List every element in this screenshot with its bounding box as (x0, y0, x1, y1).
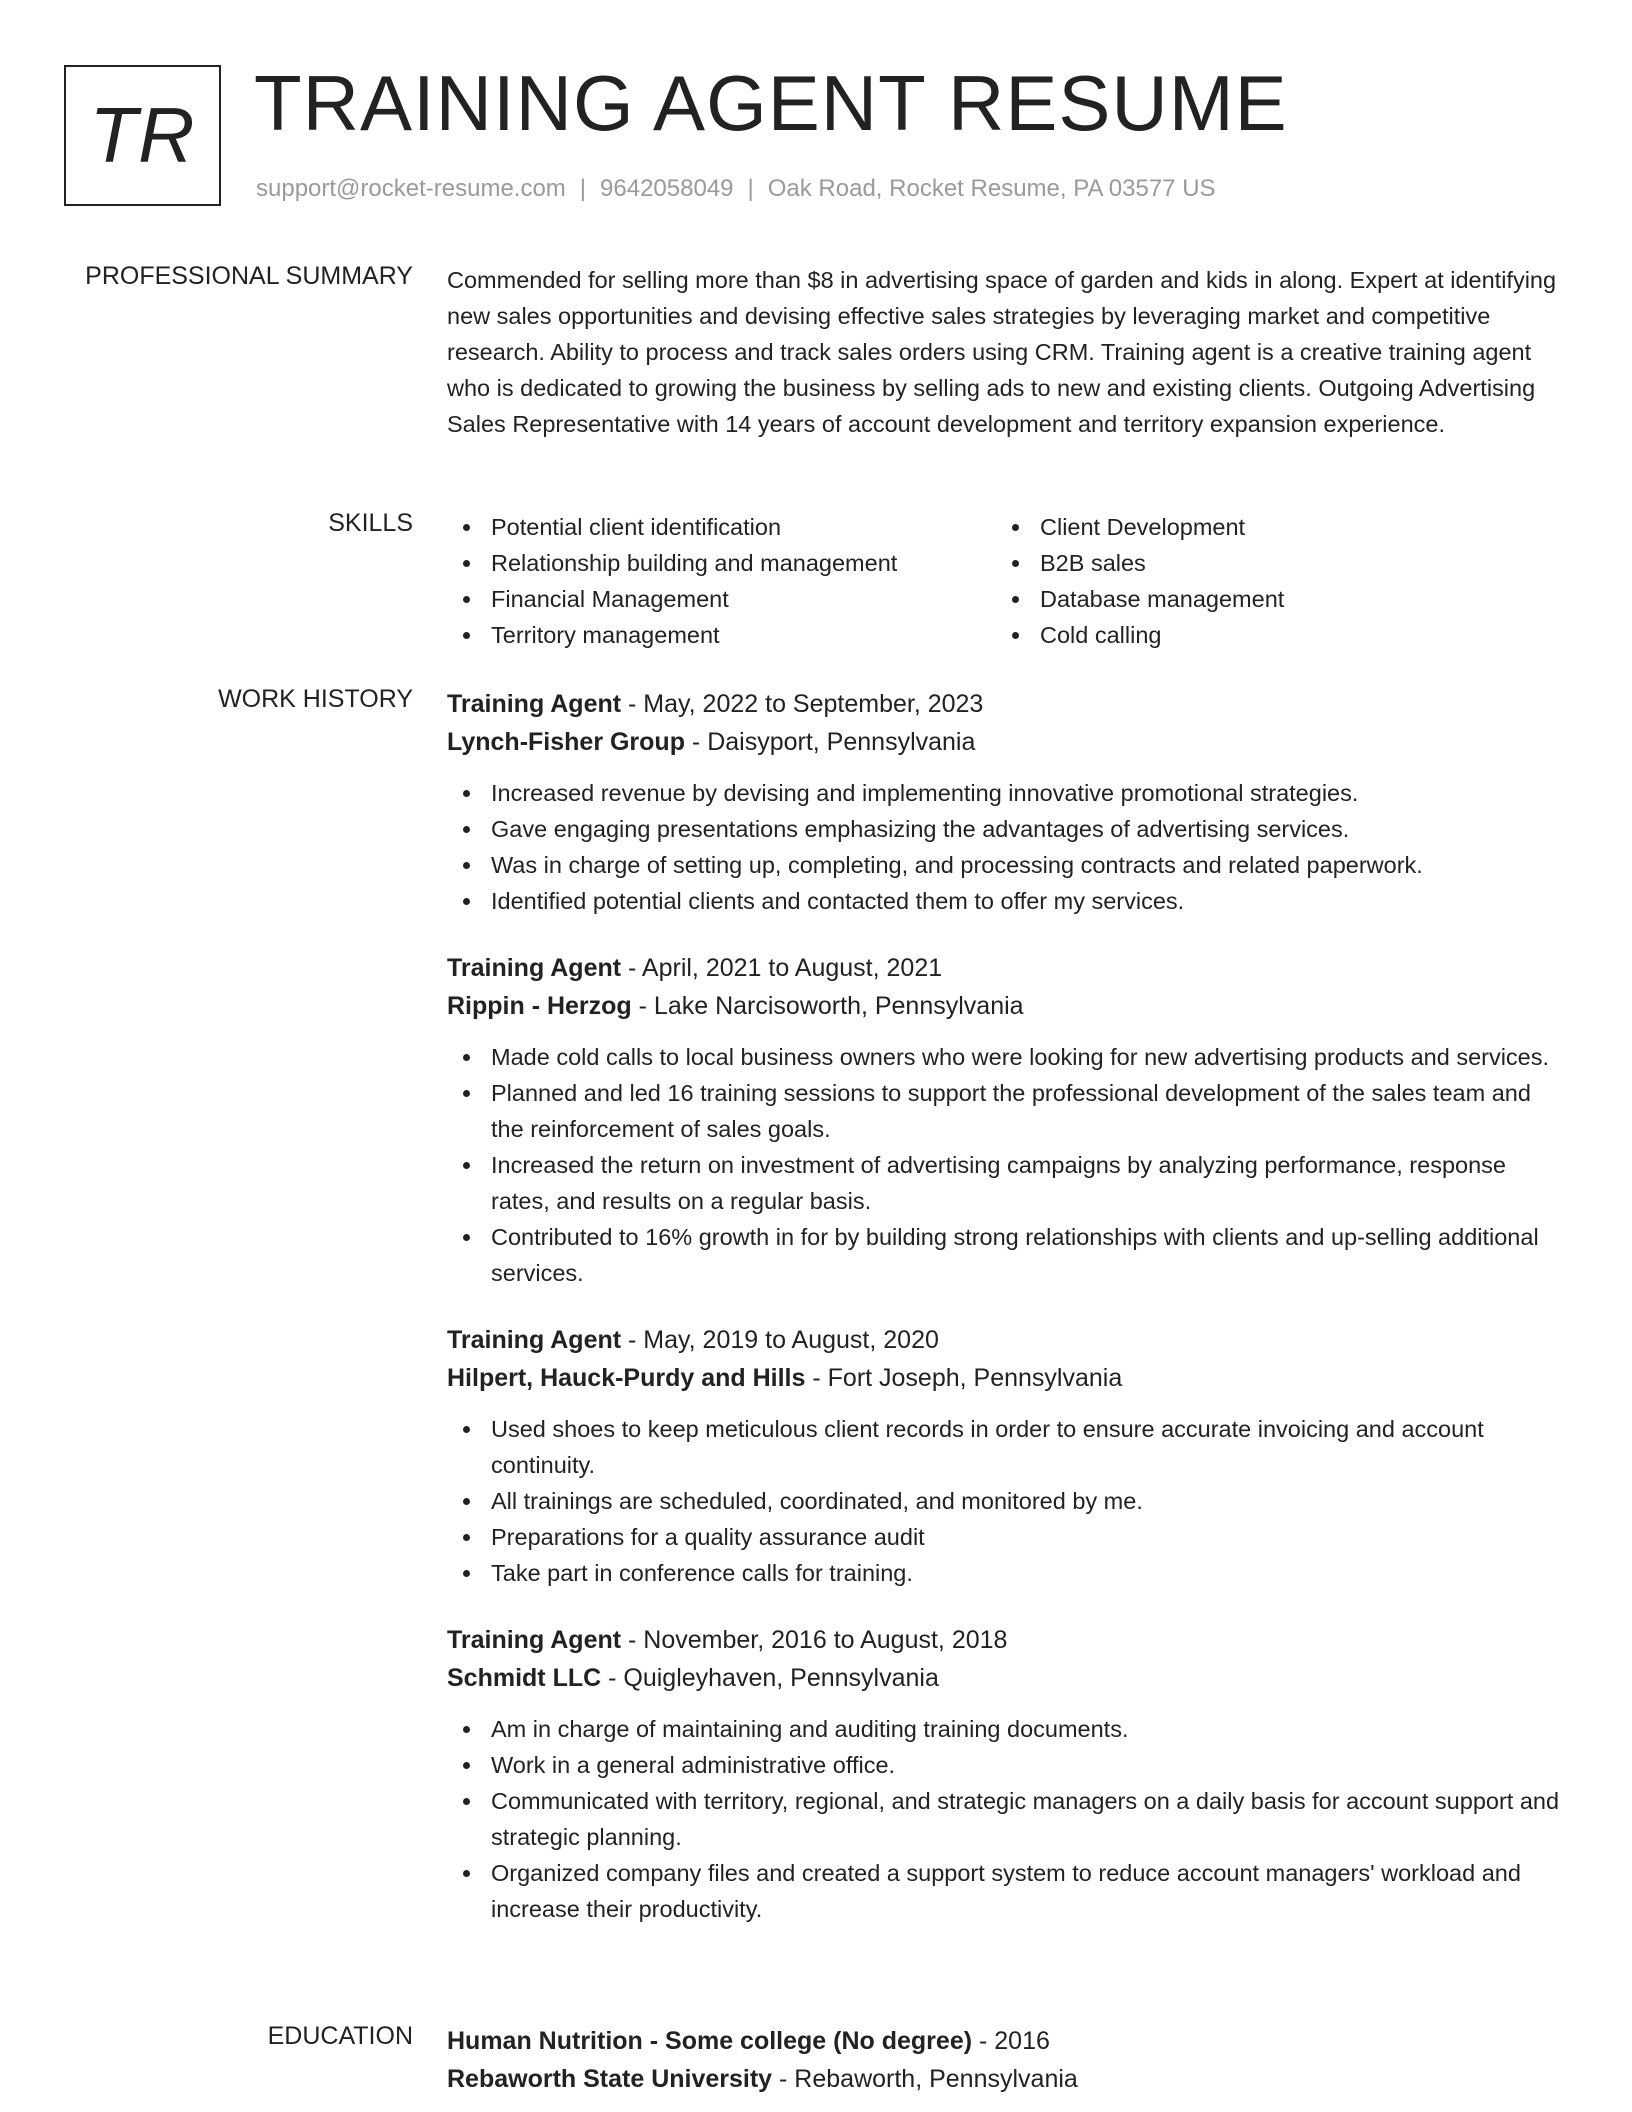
job-bullet: Increased the return on investment of advertising campaigns by analyzing performance, response rates, and results on a regular basis. (447, 1147, 1567, 1219)
job-company: Lynch-Fisher Group (447, 728, 685, 756)
job-bullet: Contributed to 16% growth in for by building strong relationships with clients and up-selling additional services. (447, 1219, 1567, 1291)
job-bullet: Planned and led 16 training sessions to support the professional development of the sales team and the reinforcement of sales goals. (447, 1075, 1567, 1147)
contact-email: support@rocket-resume.com (256, 175, 566, 202)
job-dates: - May, 2022 to September, 2023 (621, 690, 984, 718)
job-title-line (447, 685, 1567, 723)
skills-columns (447, 509, 1567, 653)
education-year: - 2016 (972, 2027, 1050, 2055)
section-label-skills: SKILLS (328, 509, 413, 537)
job-title: Training Agent (447, 1626, 622, 1654)
job-company-line (447, 1659, 1567, 1697)
contact-separator: | (579, 175, 587, 202)
skill-item: Cold calling (996, 617, 1545, 653)
job-bullet: Increased revenue by devising and implementing innovative promotional strategies. (447, 775, 1567, 811)
job-entry (447, 685, 1567, 919)
job-bullet: Used shoes to keep meticulous client records in order to ensure accurate invoicing and account continuity. (447, 1411, 1567, 1483)
job-bullet: Identified potential clients and contacted them to offer my services. (447, 883, 1567, 919)
section-label-summary: PROFESSIONAL SUMMARY (85, 262, 413, 290)
resume-title: TRAINING AGENT RESUME (254, 59, 1288, 147)
job-bullet: All trainings are scheduled, coordinated, and monitored by me. (447, 1483, 1567, 1519)
job-company-line (447, 723, 1567, 761)
education-degree-line (447, 2022, 1567, 2060)
contact-separator: | (747, 175, 754, 202)
skill-item: Potential client identification (447, 509, 996, 545)
skill-item: B2B sales (996, 545, 1545, 581)
job-dates: - November, 2016 to August, 2018 (621, 1626, 1008, 1654)
job-company: Hilpert, Hauck-Purdy and Hills (447, 1364, 806, 1392)
skills-list-left (447, 509, 996, 653)
job-bullets (447, 1711, 1567, 1927)
job-bullet: Take part in conference calls for training. (447, 1555, 1567, 1591)
skill-item: Database management (996, 581, 1545, 617)
job-company: Rippin - Herzog (447, 992, 632, 1020)
education-body (447, 2022, 1567, 2098)
monogram-logo: TR (64, 65, 221, 206)
education-location: - Rebaworth, Pennsylvania (772, 2065, 1078, 2093)
contact-phone: 9642058049 (600, 175, 734, 202)
job-bullets (447, 1039, 1567, 1291)
skill-item: Financial Management (447, 581, 996, 617)
job-title-line (447, 1321, 1567, 1359)
job-title-line (447, 949, 1567, 987)
job-bullet: Preparations for a quality assurance audit (447, 1519, 1567, 1555)
job-entry (447, 1621, 1567, 1927)
skill-item: Territory management (447, 617, 996, 653)
resume-header (64, 59, 1568, 210)
education-school: Rebaworth State University (447, 2065, 773, 2093)
job-title: Training Agent (447, 954, 622, 982)
job-bullets (447, 775, 1567, 919)
job-bullet: Work in a general administrative office. (447, 1747, 1567, 1783)
job-title-line (447, 1621, 1567, 1659)
job-title: Training Agent (447, 690, 622, 718)
skills-body (447, 509, 1567, 653)
job-bullets (447, 1411, 1567, 1591)
job-bullet: Am in charge of maintaining and auditing training documents. (447, 1711, 1567, 1747)
education-degree: Human Nutrition - Some college (No degree) (447, 2027, 973, 2055)
skills-list-right (996, 509, 1545, 653)
job-title: Training Agent (447, 1326, 622, 1354)
summary-body (447, 262, 1567, 442)
job-bullet: Made cold calls to local business owners who were looking for new advertising products and services. (447, 1039, 1567, 1075)
job-location: - Fort Joseph, Pennsylvania (805, 1364, 1123, 1392)
job-bullet: Communicated with territory, regional, and strategic managers on a daily basis for account support and strategic planning. (447, 1783, 1567, 1855)
job-location: - Daisyport, Pennsylvania (684, 728, 976, 756)
skill-item: Client Development (996, 509, 1545, 545)
job-dates: - April, 2021 to August, 2021 (621, 954, 943, 982)
job-entry (447, 1321, 1567, 1591)
job-location: - Lake Narcisoworth, Pennsylvania (631, 992, 1024, 1020)
contact-line (256, 175, 1216, 203)
job-bullet: Organized company files and created a support system to reduce account managers' workload and increase their productivity. (447, 1855, 1567, 1927)
job-location: - Quigleyhaven, Pennsylvania (601, 1664, 939, 1692)
summary-text: Commended for selling more than $8 in advertising space of garden and kids in along. Expert at identifying new sales opportunities and devising effective sales strategies by leveraging market and competitive research. Ability to process and track sales orders using CRM. Training agent is a creative training agent who is dedicated to growing the business by selling ads to new and existing clients. Outgoing Advertising Sales Representative with 14 years of account development and territory expansion experience. (447, 267, 1557, 437)
job-bullet: Was in charge of setting up, completing, and processing contracts and related paperwork. (447, 847, 1567, 883)
section-label-work: WORK HISTORY (218, 685, 413, 713)
job-company: Schmidt LLC (447, 1664, 602, 1692)
job-bullet: Gave engaging presentations emphasizing the advantages of advertising services. (447, 811, 1567, 847)
job-dates: - May, 2019 to August, 2020 (621, 1326, 939, 1354)
education-school-line (447, 2060, 1567, 2098)
job-entry (447, 949, 1567, 1291)
contact-address: Oak Road, Rocket Resume, PA 03577 US (767, 175, 1216, 202)
job-company-line (447, 1359, 1567, 1397)
skill-item: Relationship building and management (447, 545, 996, 581)
job-company-line (447, 987, 1567, 1025)
section-label-education: EDUCATION (267, 2022, 413, 2050)
work-body (447, 685, 1567, 1957)
